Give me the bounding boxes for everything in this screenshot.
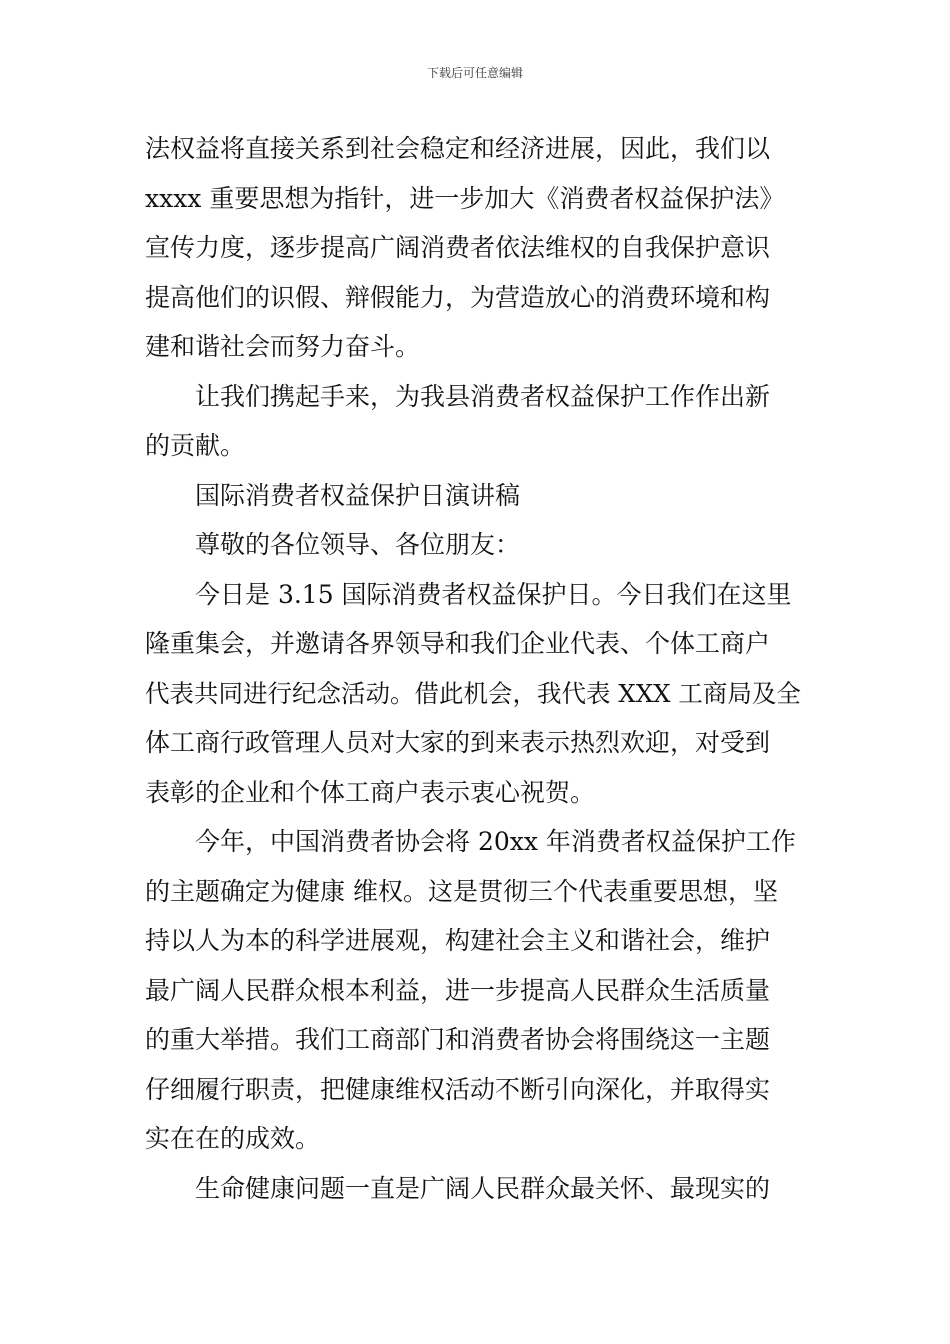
text-line: 法权益将直接关系到社会稳定和经济进展，因此，我们以 (145, 134, 771, 163)
text-line: 实在在的成效。 (145, 1124, 321, 1153)
text-line: 体工商行政管理人员对大家的到来表示热烈欢迎，对受到 (145, 728, 771, 757)
text-line: 尊敬的各位领导、各位朋友： (195, 530, 521, 559)
body-text (145, 124, 810, 1213)
text-line: 国际消费者权益保护日演讲稿 (195, 480, 521, 510)
text-line: 宣传力度，逐步提高广阔消费者依法维权的自我保护意识 (145, 233, 771, 262)
text-line: 今年，中国消费者协会将 20xx 年消费者权益保护工作 (195, 827, 796, 856)
text-line: 的重大举措。我们工商部门和消费者协会将围绕这一主题 (145, 1025, 771, 1054)
page-header: 下载后可任意编辑 (426, 66, 523, 80)
text-line: 表彰的企业和个体工商户表示衷心祝贺。 (145, 777, 596, 807)
text-line: 生命健康问题一直是广阔人民群众最关怀、最现实的 (195, 1173, 771, 1203)
text-line: 的贡献。 (145, 431, 246, 460)
text-line: 提高他们的识假、辩假能力，为营造放心的消费环境和构 (145, 282, 771, 312)
text-line: 持以人为本的科学进展观，构建社会主义和谐社会，维护 (145, 926, 771, 955)
text-line: 建和谐社会而努力奋斗。 (145, 332, 421, 361)
text-line: 今日是 3.15 国际消费者权益保护日。今日我们在这里 (195, 579, 792, 609)
text-line: 仔细履行职责，把健康维权活动不断引向深化，并取得实 (145, 1074, 771, 1104)
text-line: 的主题确定为健康 维权。这是贯彻三个代表重要思想，坚 (145, 876, 778, 906)
text-line: 让我们携起手来，为我县消费者权益保护工作作出新 (195, 381, 771, 411)
text-line: 最广阔人民群众根本利益，进一步提高人民群众生活质量 (145, 975, 771, 1005)
text-line: xxxx 重要思想为指针，进一步加大《消费者权益保护法》 (145, 183, 785, 213)
text-line: 代表共同进行纪念活动。借此机会，我代表 XXX 工商局及全 (145, 678, 801, 708)
text-line: 隆重集会，并邀请各界领导和我们企业代表、个体工商户 (145, 629, 771, 658)
